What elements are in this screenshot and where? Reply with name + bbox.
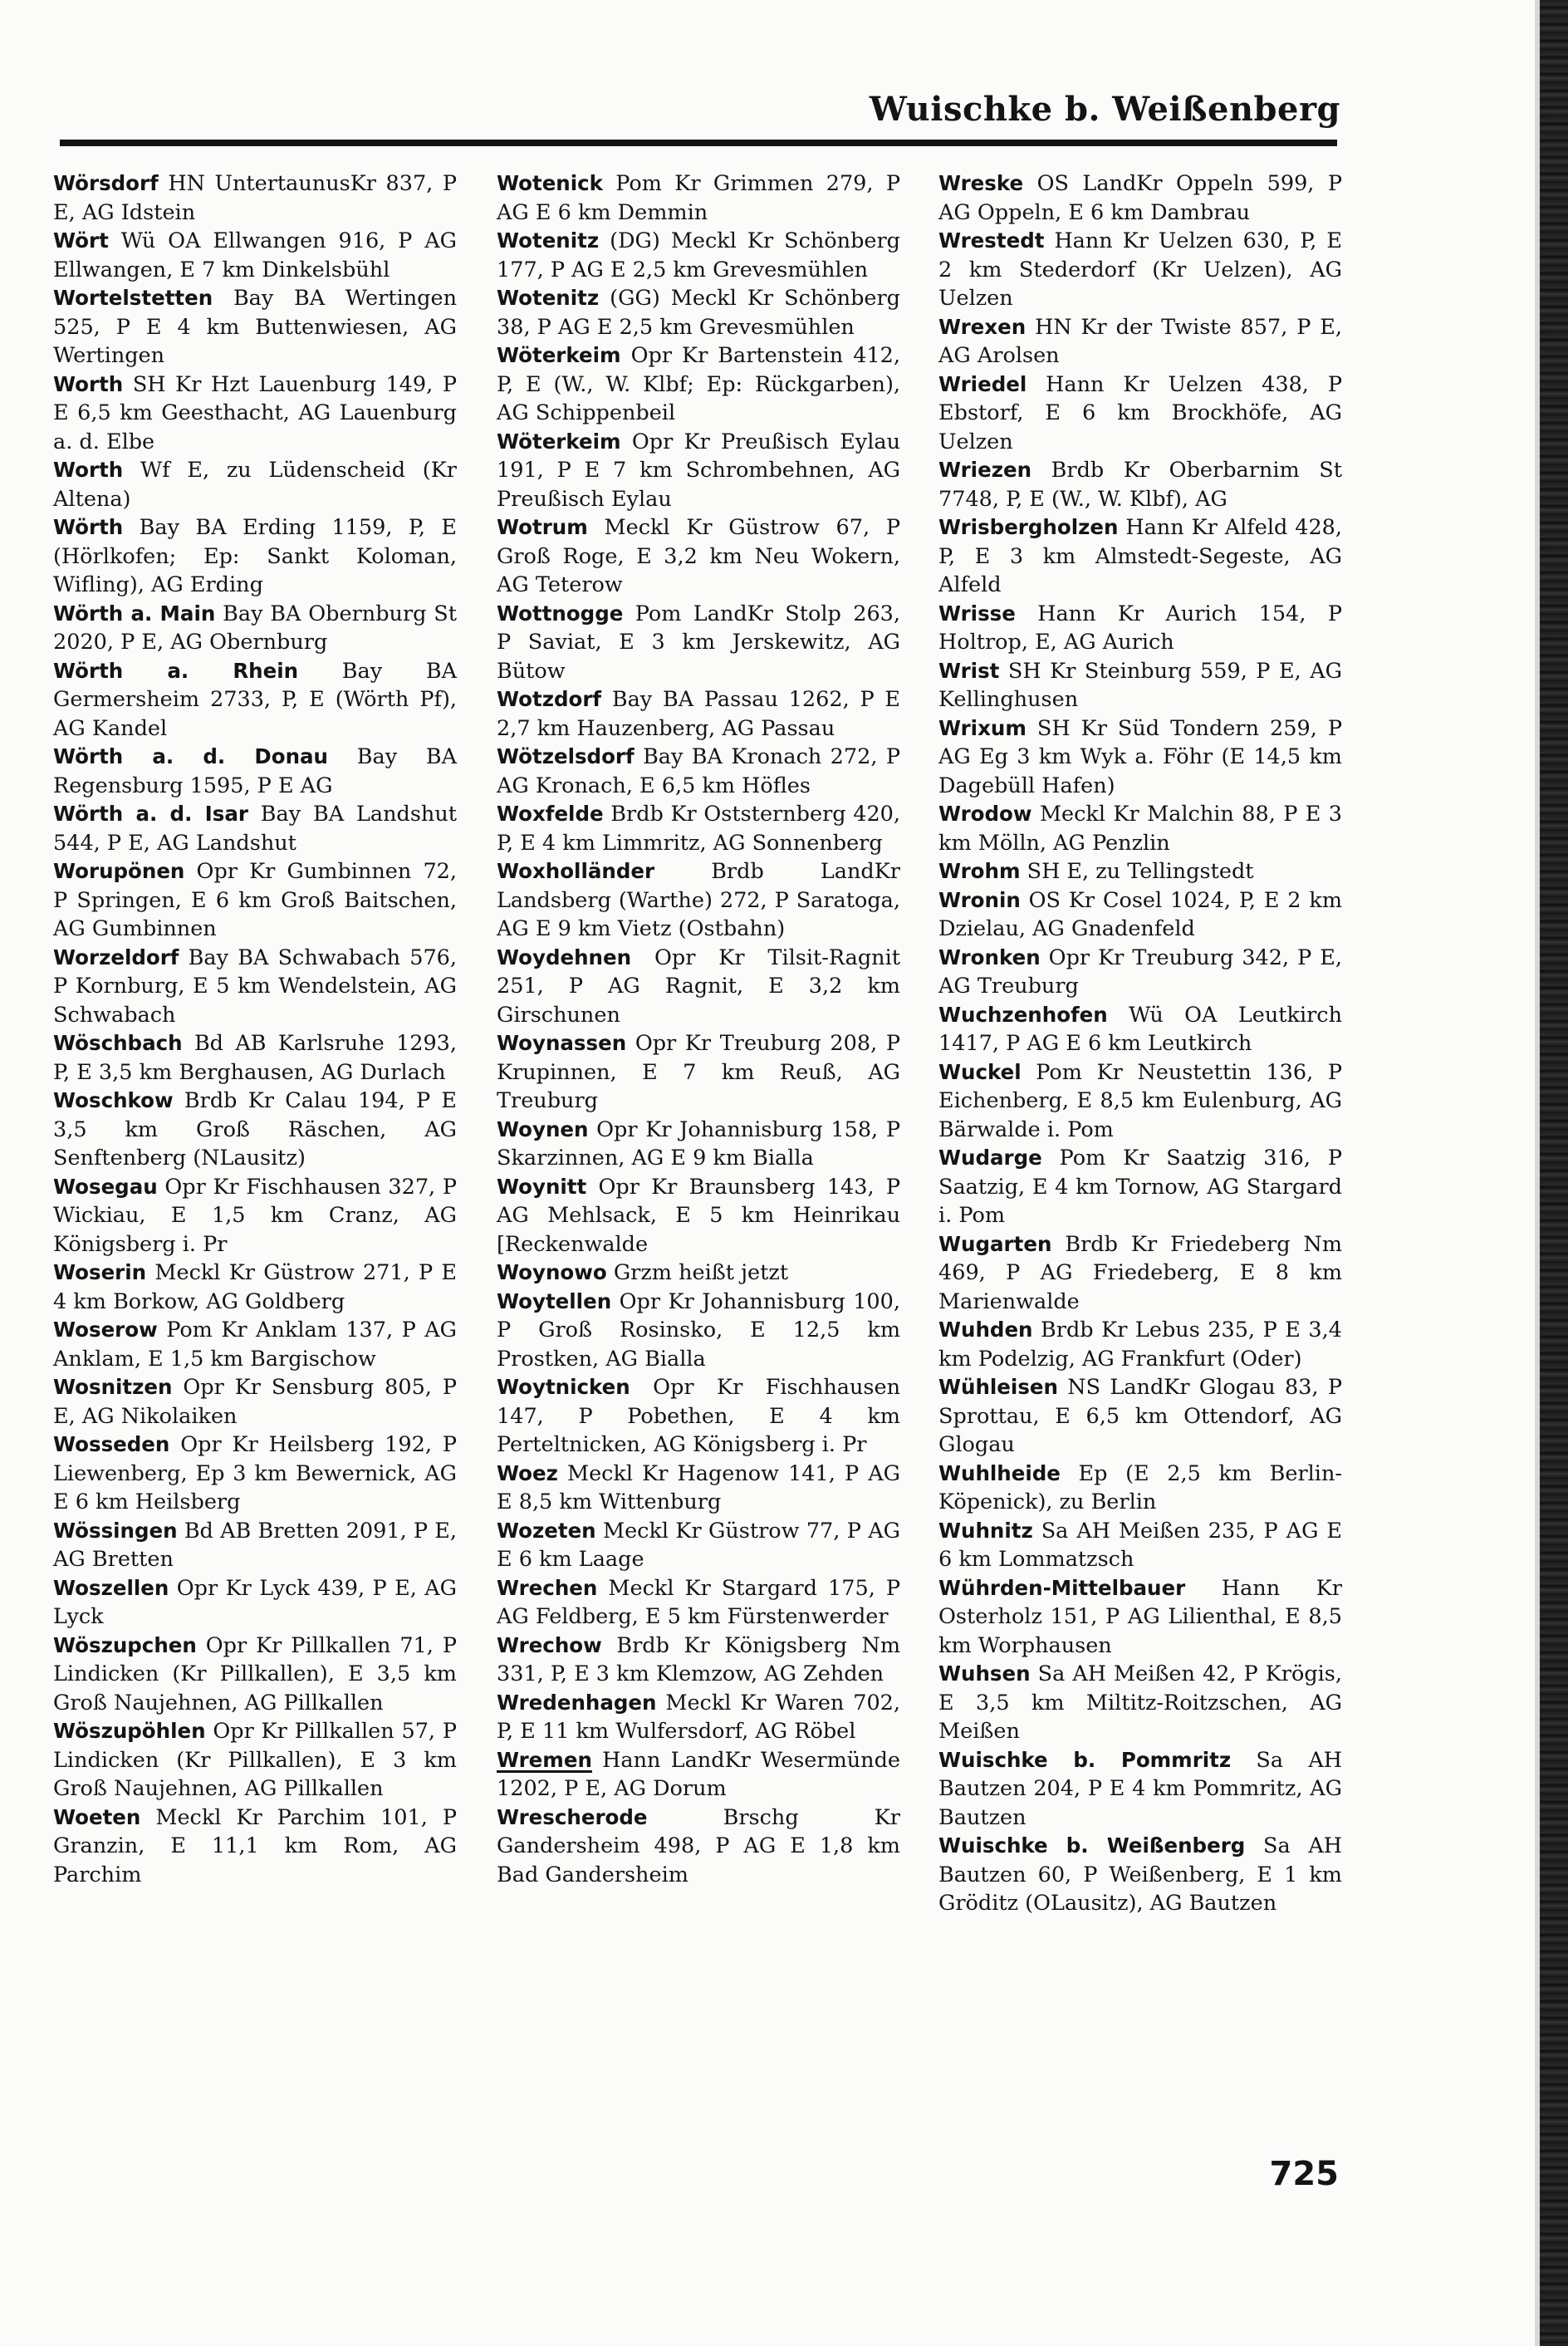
entry-headword: Wotenitz bbox=[497, 228, 600, 253]
entry-text: Wü OA Leutkirch 1417, P AG E 6 km Leutkirch bbox=[938, 1002, 1343, 1056]
entry-text: Brdb LandKr Landsberg (Warthe) 272, P Saratoga, AG E 9 km Vietz (Ostbahn) bbox=[497, 859, 900, 941]
entry-text: Pom Kr Grimmen 279, P AG E 6 km Demmin bbox=[497, 171, 900, 225]
gazetteer-entry bbox=[938, 513, 1342, 600]
entry-headword: Woytellen bbox=[497, 1288, 612, 1313]
entry-headword: Wöszupchen bbox=[53, 1632, 197, 1657]
gazetteer-entry bbox=[53, 1431, 457, 1517]
gazetteer-entry bbox=[497, 513, 900, 600]
entry-text: Bay BA Wertingen 525, P E 4 km Buttenwiesen, AG Wertingen bbox=[53, 286, 457, 368]
entry-text: Bd AB Karlsruhe 1293, P, E 3,5 km Berghausen, AG Durlach bbox=[53, 1031, 457, 1085]
entry-text: Opr Kr Bartenstein 412, P, E (W., W. Klbf; Ep: Rückgarben), AG Schippenbeil bbox=[497, 343, 901, 425]
entry-headword: Wört bbox=[53, 228, 109, 253]
entry-headword: Woserow bbox=[53, 1318, 158, 1342]
entry-headword: Woserin bbox=[53, 1260, 147, 1284]
entry-text: (DG) Meckl Kr Schönberg 177, P AG E 2,5 km Grevesmühlen bbox=[497, 228, 900, 282]
gazetteer-entry bbox=[938, 1574, 1342, 1661]
entry-text: Opr Kr Gumbinnen 72, P Springen, E 6 km Groß Baitschen, AG Gumbinnen bbox=[53, 859, 458, 941]
entry-text: Opr Kr Treuburg 208, P Krupinnen, E 7 km Reuß, AG Treuburg bbox=[497, 1031, 900, 1113]
entry-headword: Wuhlheide bbox=[938, 1460, 1061, 1485]
entry-text: Bay BA Schwabach 576, P Kornburg, E 5 km Wendelstein, AG Schwabach bbox=[53, 945, 458, 1028]
entry-text: Bay BA Erding 1159, P, E (Hörlkofen; Ep: Sankt Koloman, Wifling), AG Erding bbox=[53, 515, 457, 597]
entry-headword: Wuckel bbox=[938, 1059, 1022, 1084]
entry-text: Opr Kr Braunsberg 143, P AG Mehlsack, E 5 km Heinrikau [Reckenwalde bbox=[497, 1174, 901, 1257]
gazetteer-entry bbox=[53, 1087, 457, 1173]
gazetteer-entry bbox=[53, 1574, 457, 1632]
entry-headword: Wörth a. Rhein bbox=[53, 658, 299, 683]
entry-text: Opr Kr Sensburg 805, P E, AG Nikolaiken bbox=[53, 1375, 457, 1429]
entry-headword: Wronin bbox=[938, 887, 1021, 912]
entry-headword: Wöschbach bbox=[53, 1031, 183, 1055]
entry-headword: Wriezen bbox=[938, 458, 1032, 482]
gazetteer-entry bbox=[938, 857, 1342, 886]
entry-headword: Wosegau bbox=[53, 1174, 158, 1199]
entry-headword: Woytnicken bbox=[497, 1375, 630, 1399]
gazetteer-entry bbox=[497, 428, 900, 514]
entry-text: Meckl Kr Parchim 101, P Granzin, E 11,1 km Rom, AG Parchim bbox=[53, 1804, 457, 1887]
gazetteer-entry bbox=[938, 886, 1342, 944]
running-head: Wuischke b. Weißenberg bbox=[869, 90, 1340, 129]
entry-text: Bay BA Regensburg 1595, P E AG bbox=[53, 744, 457, 798]
entry-headword: Wortelstetten bbox=[53, 286, 213, 310]
entry-text: SH Kr Süd Tondern 259, P AG Eg 3 km Wyk a. Föhr (E 14,5 km Dagebüll Hafen) bbox=[938, 715, 1342, 798]
entry-text: Meckl Kr Hagenow 141, P AG E 8,5 km Wittenburg bbox=[497, 1460, 900, 1514]
entry-text: Sa AH Meißen 42, P Krögis, E 3,5 km Miltitz-Roitzschen, AG Meißen bbox=[938, 1661, 1343, 1744]
entry-headword: Wotzdorf bbox=[497, 687, 602, 711]
column-1 bbox=[53, 169, 457, 1889]
gazetteer-entry bbox=[497, 1460, 900, 1517]
gazetteer-entry bbox=[938, 1144, 1342, 1230]
entry-text: HN Kr der Twiste 857, P E, AG Arolsen bbox=[938, 314, 1342, 368]
entry-text: Grzm heißt jetzt bbox=[613, 1260, 789, 1285]
gazetteer-entry bbox=[497, 685, 900, 743]
entry-headword: Woxholländer bbox=[497, 859, 655, 883]
entry-text: Pom LandKr Stolp 263, P Saviat, E 3 km Jerskewitz, AG Bütow bbox=[497, 601, 901, 684]
scan-binding-edge bbox=[1540, 0, 1568, 2346]
gazetteer-entry bbox=[497, 284, 900, 341]
entry-headword: Wrixum bbox=[938, 715, 1027, 740]
entry-headword: Wreske bbox=[938, 171, 1024, 195]
gazetteer-entry bbox=[497, 1574, 900, 1632]
gazetteer-entry bbox=[938, 600, 1342, 657]
gazetteer-entry bbox=[938, 1058, 1342, 1145]
entry-headword: Wörth a. Main bbox=[53, 601, 216, 626]
entry-headword: Wosnitzen bbox=[53, 1375, 173, 1399]
gazetteer-entry bbox=[497, 1632, 900, 1689]
gazetteer-entry bbox=[53, 371, 457, 457]
gazetteer-entry bbox=[938, 657, 1342, 714]
gazetteer-entry bbox=[497, 1173, 900, 1259]
gazetteer-entry bbox=[938, 714, 1342, 801]
entry-text: Wü OA Ellwangen 916, P AG Ellwangen, E 7 km Dinkelsbühl bbox=[53, 228, 458, 282]
entry-text: Hann Kr Aurich 154, P Holtrop, E, AG Aurich bbox=[938, 601, 1342, 655]
entry-text: Opr Kr Tilsit-Ragnit 251, P AG Ragnit, E 3,2 km Girschunen bbox=[497, 945, 900, 1028]
entry-headword: Woynassen bbox=[497, 1031, 627, 1055]
entry-text: Meckl Kr Güstrow 77, P AG E 6 km Laage bbox=[497, 1518, 900, 1572]
gazetteer-entry bbox=[497, 1288, 900, 1374]
gazetteer-entry bbox=[938, 1832, 1342, 1918]
entry-text: Brdb Kr Friedeberg Nm 469, P AG Friedeberg, E 8 km Marienwalde bbox=[938, 1231, 1342, 1314]
entry-headword: Wührden-Mittelbauer bbox=[938, 1575, 1186, 1600]
entry-headword: Worupönen bbox=[53, 859, 185, 883]
entry-headword: Wotrum bbox=[497, 515, 588, 539]
entry-headword: Wöterkeim bbox=[497, 343, 621, 367]
gazetteer-entry bbox=[53, 1632, 457, 1718]
entry-text: Opr Kr Lyck 439, P E, AG Lyck bbox=[53, 1575, 458, 1629]
gazetteer-entry bbox=[53, 1029, 457, 1087]
gazetteer-entry bbox=[497, 1746, 900, 1804]
gazetteer-entry bbox=[938, 371, 1342, 457]
entry-text: Pom Kr Neustettin 136, P Eichenberg, E 8,5 km Eulenburg, AG Bärwalde i. Pom bbox=[938, 1059, 1342, 1142]
gazetteer-entry bbox=[497, 1689, 900, 1746]
entry-text: Hann Kr Osterholz 151, P AG Lilienthal, E 8,5 km Worphausen bbox=[938, 1575, 1342, 1658]
entry-text: HN UntertaunusKr 837, P E, AG Idstein bbox=[53, 171, 458, 225]
gazetteer-entry bbox=[53, 1173, 457, 1259]
gazetteer-entry bbox=[497, 944, 900, 1030]
entry-headword: Wriedel bbox=[938, 371, 1027, 396]
entry-headword: Wuischke b. Pommritz bbox=[938, 1747, 1232, 1772]
entry-headword: Wöterkeim bbox=[497, 429, 621, 454]
entry-text: Ep (E 2,5 km Berlin-Köpenick), zu Berlin bbox=[938, 1460, 1342, 1514]
gazetteer-entry bbox=[497, 1517, 900, 1574]
entry-headword: Woydehnen bbox=[497, 945, 632, 969]
entry-headword: Wrechow bbox=[497, 1632, 602, 1657]
entry-headword: Wötzelsdorf bbox=[497, 744, 635, 768]
entry-headword: Wrisse bbox=[938, 601, 1016, 626]
entry-text: Brschg Kr Gandersheim 498, P AG E 1,8 km Bad Gandersheim bbox=[497, 1804, 900, 1887]
gazetteer-entry bbox=[497, 1029, 900, 1116]
gazetteer-entry bbox=[53, 1316, 457, 1373]
gazetteer-entry bbox=[497, 227, 900, 284]
gazetteer-entry bbox=[53, 657, 457, 744]
gazetteer-entry bbox=[53, 1717, 457, 1804]
entry-text: (GG) Meckl Kr Schönberg 38, P AG E 2,5 km Grevesmühlen bbox=[497, 286, 900, 340]
entry-headword: Woschkow bbox=[53, 1088, 174, 1112]
entry-headword: Wosseden bbox=[53, 1432, 170, 1456]
entry-text: Pom Kr Saatzig 316, P Saatzig, E 4 km Tornow, AG Stargard i. Pom bbox=[938, 1146, 1342, 1228]
entry-text: Bay BA Landshut 544, P E, AG Landshut bbox=[53, 802, 458, 856]
entry-headword: Wronken bbox=[938, 945, 1041, 969]
entry-text: Meckl Kr Güstrow 67, P Groß Roge, E 3,2 km Neu Wokern, AG Teterow bbox=[497, 515, 900, 597]
gazetteer-entry bbox=[497, 800, 900, 857]
entry-headword: Woszellen bbox=[53, 1575, 169, 1600]
entry-headword: Wrestedt bbox=[938, 228, 1045, 253]
gazetteer-entry bbox=[497, 169, 900, 227]
entry-headword: Wozeten bbox=[497, 1518, 596, 1543]
gazetteer-entry bbox=[938, 1373, 1342, 1460]
entry-headword: Wörth a. d. Isar bbox=[53, 802, 248, 826]
gazetteer-entry bbox=[53, 284, 457, 371]
entry-headword: Wremen bbox=[497, 1747, 592, 1772]
gazetteer-entry bbox=[938, 313, 1342, 371]
entry-text: Meckl Kr Waren 702, P, E 11 km Wulfersdorf, AG Röbel bbox=[497, 1690, 901, 1744]
entry-headword: Wuischke b. Weißenberg bbox=[938, 1833, 1246, 1858]
entry-headword: Wörsdorf bbox=[53, 171, 159, 195]
entry-headword: Wörth a. d. Donau bbox=[53, 744, 328, 768]
entry-text: Opr Kr Pillkallen 71, P Lindicken (Kr Pillkallen), E 3,5 km Groß Naujehnen, AG Pillkallen bbox=[53, 1632, 457, 1715]
entry-text: Hann Kr Alfeld 428, P, E 3 km Almstedt-Segeste, AG Alfeld bbox=[938, 515, 1343, 597]
entry-text: Opr Kr Fischhausen 147, P Pobethen, E 4 km Perteltnicken, AG Königsberg i. Pr bbox=[497, 1375, 900, 1457]
gazetteer-entry bbox=[938, 1746, 1342, 1833]
entry-headword: Wotenitz bbox=[497, 286, 600, 310]
entry-text: Bd AB Bretten 2091, P E, AG Bretten bbox=[53, 1518, 457, 1572]
gazetteer-entry bbox=[938, 1230, 1342, 1317]
entry-headword: Worth bbox=[53, 458, 124, 482]
entry-text: Bay BA Obernburg St 2020, P E, AG Obernburg bbox=[53, 601, 458, 655]
gazetteer-entry bbox=[53, 1373, 457, 1431]
entry-text: Brdb Kr Oberbarnim St 7748, P, E (W., W. Klbf), AG bbox=[938, 458, 1342, 512]
entry-text: Opr Kr Preußisch Eylau 191, P E 7 km Schrombehnen, AG Preußisch Eylau bbox=[497, 429, 900, 512]
entry-text: Opr Kr Heilsberg 192, P Liewenberg, Ep 3 km Bewernick, AG E 6 km Heilsberg bbox=[53, 1432, 457, 1514]
entry-text: Sa AH Bautzen 204, P E 4 km Pommritz, AG Bautzen bbox=[938, 1747, 1342, 1830]
entry-headword: Wössingen bbox=[53, 1518, 178, 1543]
entry-text: Bay BA Passau 1262, P E 2,7 km Hauzenberg, AG Passau bbox=[497, 687, 900, 741]
entry-headword: Wugarten bbox=[938, 1231, 1052, 1256]
entry-text: Brdb Kr Calau 194, P E 3,5 km Groß Räschen, AG Senftenberg (NLausitz) bbox=[53, 1088, 457, 1171]
entry-text: Hann LandKr Wesermünde 1202, P E, AG Dorum bbox=[497, 1747, 901, 1801]
entry-text: Bay BA Germersheim 2733, P, E (Wörth Pf), AG Kandel bbox=[53, 658, 458, 741]
entry-headword: Wörth bbox=[53, 515, 124, 539]
entry-headword: Wuhsen bbox=[938, 1661, 1031, 1686]
entry-text: Brdb Kr Lebus 235, P E 3,4 km Podelzig, AG Frankfurt (Oder) bbox=[938, 1318, 1342, 1372]
entry-text: Opr Kr Fischhausen 327, P Wickiau, E 1,5 km Cranz, AG Königsberg i. Pr bbox=[53, 1174, 457, 1257]
gazetteer-entry bbox=[53, 600, 457, 657]
entry-headword: Woynowo bbox=[497, 1260, 607, 1284]
gazetteer-entry bbox=[53, 1804, 457, 1890]
entry-text: Pom Kr Anklam 137, P AG Anklam, E 1,5 km Bargischow bbox=[53, 1318, 457, 1372]
gazetteer-entry bbox=[497, 1116, 900, 1173]
gazetteer-entry bbox=[53, 944, 457, 1030]
entry-headword: Wuchzenhofen bbox=[938, 1002, 1108, 1027]
entry-headword: Wrist bbox=[938, 658, 1000, 683]
entry-headword: Wredenhagen bbox=[497, 1690, 657, 1715]
entry-text: Hann Kr Uelzen 630, P, E 2 km Stederdorf (Kr Uelzen), AG Uelzen bbox=[938, 228, 1343, 311]
gazetteer-entry bbox=[938, 1460, 1342, 1517]
gazetteer-entry bbox=[938, 1660, 1342, 1746]
entry-text: Meckl Kr Güstrow 271, P E 4 km Borkow, AG Goldberg bbox=[53, 1260, 458, 1314]
entry-text: Opr Kr Treuburg 342, P E, AG Treuburg bbox=[938, 945, 1342, 999]
gazetteer-entry bbox=[497, 341, 900, 428]
gazetteer-entry bbox=[938, 169, 1342, 227]
gazetteer-entry bbox=[53, 169, 457, 227]
entry-headword: Woynen bbox=[497, 1117, 589, 1141]
entry-text: Wf E, zu Lüdenscheid (Kr Altena) bbox=[53, 458, 457, 512]
entry-text: Meckl Kr Stargard 175, P AG Feldberg, E 5 km Fürstenwerder bbox=[497, 1575, 901, 1629]
gazetteer-entry bbox=[53, 1517, 457, 1574]
entry-headword: Wotenick bbox=[497, 171, 603, 195]
page-number: 725 bbox=[1269, 2155, 1339, 2193]
entry-headword: Wrisbergholzen bbox=[938, 515, 1119, 539]
gazetteer-entry bbox=[53, 857, 457, 944]
entry-headword: Wudarge bbox=[938, 1146, 1042, 1170]
gazetteer-entry bbox=[938, 1316, 1342, 1373]
entry-text: OS LandKr Oppeln 599, P AG Oppeln, E 6 km Dambrau bbox=[938, 171, 1343, 225]
header-rule bbox=[60, 140, 1337, 146]
gazetteer-entry bbox=[53, 743, 457, 800]
gazetteer-entry bbox=[53, 227, 457, 284]
gazetteer-entry bbox=[53, 456, 457, 513]
entry-text: Sa AH Meißen 235, P AG E 6 km Lommatzsch bbox=[938, 1518, 1343, 1572]
entry-text: Opr Kr Johannisburg 100, P Groß Rosinsko, E 12,5 km Prostken, AG Bialla bbox=[497, 1288, 900, 1372]
gazetteer-entry bbox=[938, 944, 1342, 1001]
entry-headword: Worth bbox=[53, 371, 124, 396]
gazetteer-entry bbox=[938, 227, 1342, 313]
entry-text: NS LandKr Glogau 83, P Sprottau, E 6,5 km Ottendorf, AG Glogau bbox=[938, 1375, 1343, 1457]
entry-text: Bay BA Kronach 272, P AG Kronach, E 6,5 km Höfles bbox=[497, 744, 900, 798]
entry-headword: Wrohm bbox=[938, 859, 1021, 883]
gazetteer-entry bbox=[53, 1259, 457, 1316]
entry-text: Opr Kr Johannisburg 158, P Skarzinnen, AG E 9 km Bialla bbox=[497, 1117, 900, 1171]
gazetteer-entry bbox=[497, 743, 900, 800]
entry-headword: Wuhden bbox=[938, 1318, 1033, 1342]
entry-headword: Wrodow bbox=[938, 802, 1032, 826]
entry-headword: Woeten bbox=[53, 1804, 141, 1829]
gazetteer-entry bbox=[53, 513, 457, 600]
entry-headword: Wühleisen bbox=[938, 1375, 1058, 1399]
entry-headword: Wrescherode bbox=[497, 1804, 648, 1829]
entry-headword: Wuhnitz bbox=[938, 1518, 1033, 1543]
entry-text: Sa AH Bautzen 60, P Weißenberg, E 1 km Gröditz (OLausitz), AG Bautzen bbox=[938, 1833, 1343, 1916]
gazetteer-entry bbox=[497, 600, 900, 686]
column-2 bbox=[497, 169, 900, 1889]
gazetteer-entry bbox=[497, 1804, 900, 1890]
gazetteer-entry bbox=[497, 857, 900, 944]
gazetteer-entry bbox=[938, 1517, 1342, 1574]
entry-headword: Woynitt bbox=[497, 1174, 587, 1199]
entry-headword: Wrechen bbox=[497, 1575, 598, 1600]
entry-text: SH Kr Hzt Lauenburg 149, P E 6,5 km Geesthacht, AG Lauenburg a. d. Elbe bbox=[53, 371, 457, 454]
gazetteer-entry bbox=[497, 1373, 900, 1460]
gazetteer-entry bbox=[938, 456, 1342, 513]
entry-headword: Wöszupöhlen bbox=[53, 1719, 206, 1743]
entry-headword: Woxfelde bbox=[497, 802, 604, 826]
entry-text: Brdb Kr Königsberg Nm 331, P, E 3 km Klemzow, AG Zehden bbox=[497, 1632, 901, 1686]
gazetteer-entry bbox=[53, 800, 457, 857]
entry-text: SH Kr Steinburg 559, P E, AG Kellinghusen bbox=[938, 658, 1342, 712]
entry-text: SH E, zu Tellingstedt bbox=[1027, 859, 1254, 884]
entry-headword: Wrexen bbox=[938, 314, 1027, 339]
entry-text: OS Kr Cosel 1024, P, E 2 km Dzielau, AG Gnadenfeld bbox=[938, 887, 1342, 941]
entry-headword: Worzeldorf bbox=[53, 945, 179, 969]
gazetteer-entry bbox=[938, 1001, 1342, 1058]
gazetteer-entry bbox=[497, 1259, 900, 1288]
entry-text: Meckl Kr Malchin 88, P E 3 km Mölln, AG Penzlin bbox=[938, 802, 1343, 856]
entry-headword: Wottnogge bbox=[497, 601, 624, 626]
entry-headword: Woez bbox=[497, 1460, 558, 1485]
column-3 bbox=[938, 169, 1342, 1918]
gazetteer-entry bbox=[938, 800, 1342, 857]
entry-text: Brdb Kr Oststernberg 420, P, E 4 km Limmritz, AG Sonnenberg bbox=[497, 802, 901, 856]
entry-text: Hann Kr Uelzen 438, P Ebstorf, E 6 km Brockhöfe, AG Uelzen bbox=[938, 371, 1342, 454]
entry-text: Opr Kr Pillkallen 57, P Lindicken (Kr Pillkallen), E 3 km Groß Naujehnen, AG Pillkallen bbox=[53, 1719, 457, 1801]
